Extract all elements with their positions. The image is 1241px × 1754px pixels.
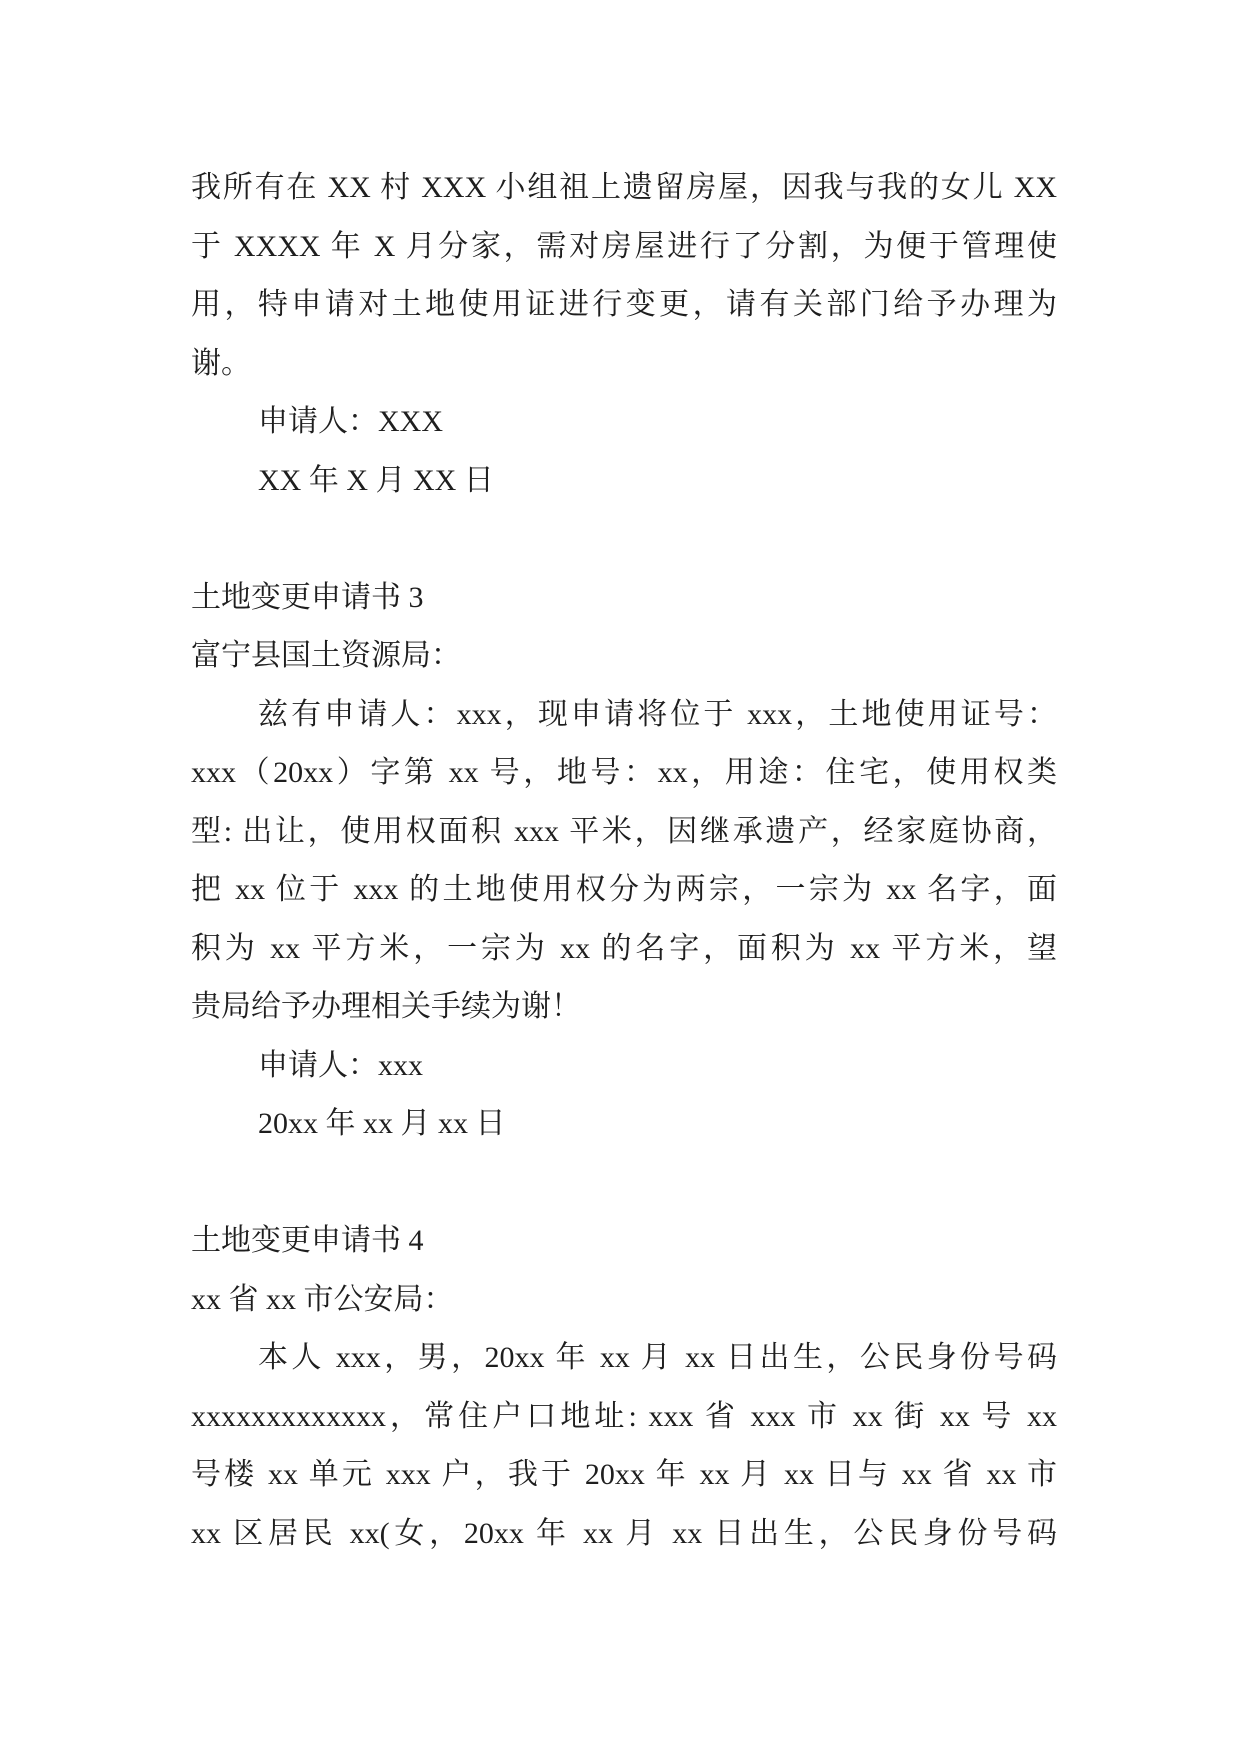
body-line: xx 区居民 xx(女，20xx 年 xx 月 xx 日出生，公民身份号码 xyxy=(191,1516,1057,1550)
body-line: 于 XXXX 年 X 月分家，需对房屋进行了分割，为便于管理使 xyxy=(191,229,1057,263)
body-line: xxxxxxxxxxxxx，常住户口地址: xxx 省 xxx 市 xx 街 xx 号 xx xyxy=(191,1399,1057,1433)
signature-date: XX 年 X 月 XX 日 xyxy=(258,463,494,497)
recipient-line: 富宁县国土资源局： xyxy=(191,639,461,672)
body-line: 积为 xx 平方米，一宗为 xx 的名字，面积为 xx 平方米，望 xyxy=(191,931,1057,965)
body-line: xxx（20xx）字第 xx 号，地号：xx，用途：住宅，使用权类 xyxy=(191,756,1057,789)
signature-date: 20xx 年 xx 月 xx 日 xyxy=(258,1107,506,1140)
applicant-signature: 申请人：XXX xyxy=(258,405,443,438)
spacer xyxy=(191,510,1057,569)
section-title: 土地变更申请书 4 xyxy=(191,1224,424,1257)
applicant-signature: 申请人：xxx xyxy=(258,1048,423,1082)
document-text xyxy=(191,159,1057,1563)
body-line: 号楼 xx 单元 xxx 户，我于 20xx 年 xx 月 xx 日与 xx 省 xx 市 xyxy=(191,1458,1057,1491)
body-line: 把 xx 位于 xxx 的土地使用权分为两宗，一宗为 xx 名字，面 xyxy=(191,873,1057,906)
section-title: 土地变更申请书 3 xyxy=(191,580,424,614)
recipient-line: xx 省 xx 市公安局： xyxy=(191,1282,454,1316)
spacer xyxy=(191,1154,1057,1213)
body-line: 我所有在 XX 村 XXX 小组祖上遗留房屋，因我与我的女儿 XX xyxy=(191,171,1057,204)
body-line: 谢。 xyxy=(191,346,251,380)
body-line: 本人 xxx，男，20xx 年 xx 月 xx 日出生，公民身份号码 xyxy=(258,1341,1057,1374)
body-line: 型: 出让，使用权面积 xxx 平米，因继承遗产，经家庭协商， xyxy=(191,814,1057,848)
body-line: 用，特申请对土地使用证进行变更，请有关部门给予办理为 xyxy=(191,288,1057,321)
body-line: 贵局给予办理相关手续为谢！ xyxy=(191,990,581,1023)
body-line: 兹有申请人：xxx，现申请将位于 xxx，土地使用证号： xyxy=(258,697,1057,731)
